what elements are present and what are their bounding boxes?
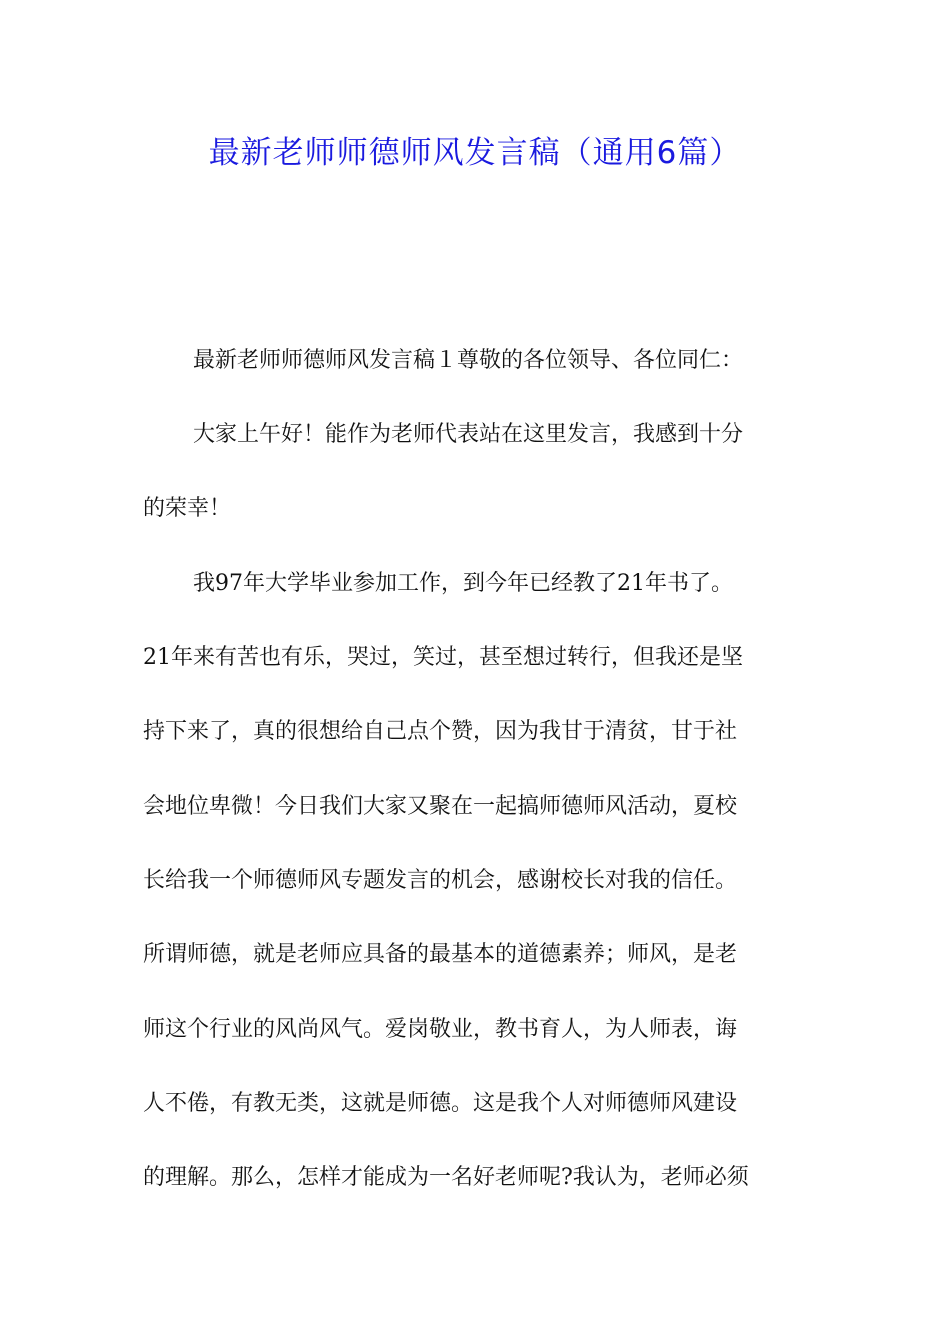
paragraph-line: 长给我一个师德师风专题发言的机会，感谢校长对我的信任。: [143, 868, 738, 893]
paragraph-line: 我97年大学毕业参加工作，到今年已经教了21年书了。: [193, 571, 733, 596]
paragraph-line: 所谓师德，就是老师应具备的最基本的道德素养；师风，是老: [143, 942, 738, 967]
paragraph-line: 会地位卑微！今日我们大家又聚在一起搞师德师风活动，夏校: [143, 794, 738, 819]
paragraph-line: 人不倦，有教无类，这就是师德。这是我个人对师德师风建设: [143, 1091, 738, 1116]
paragraph-line: 的理解。那么，怎样才能成为一名好老师呢?我认为，老师必须: [143, 1165, 749, 1190]
document-title: 最新老师师德师风发言稿（通用6篇）: [208, 135, 742, 171]
paragraph-line: 大家上午好！能作为老师代表站在这里发言，我感到十分: [193, 422, 744, 447]
paragraph-line: 师这个行业的风尚风气。爱岗敬业，教书育人，为人师表，诲: [143, 1017, 738, 1042]
paragraph-line: 21年来有苦也有乐，哭过，笑过，甚至想过转行，但我还是坚: [143, 645, 743, 670]
paragraph-line: 持下来了，真的很想给自己点个赞，因为我甘于清贫，甘于社: [143, 719, 738, 744]
paragraph-line: 最新老师师德师风发言稿１尊敬的各位领导、各位同仁：: [193, 348, 744, 373]
paragraph-line: 的荣幸！: [143, 496, 232, 521]
